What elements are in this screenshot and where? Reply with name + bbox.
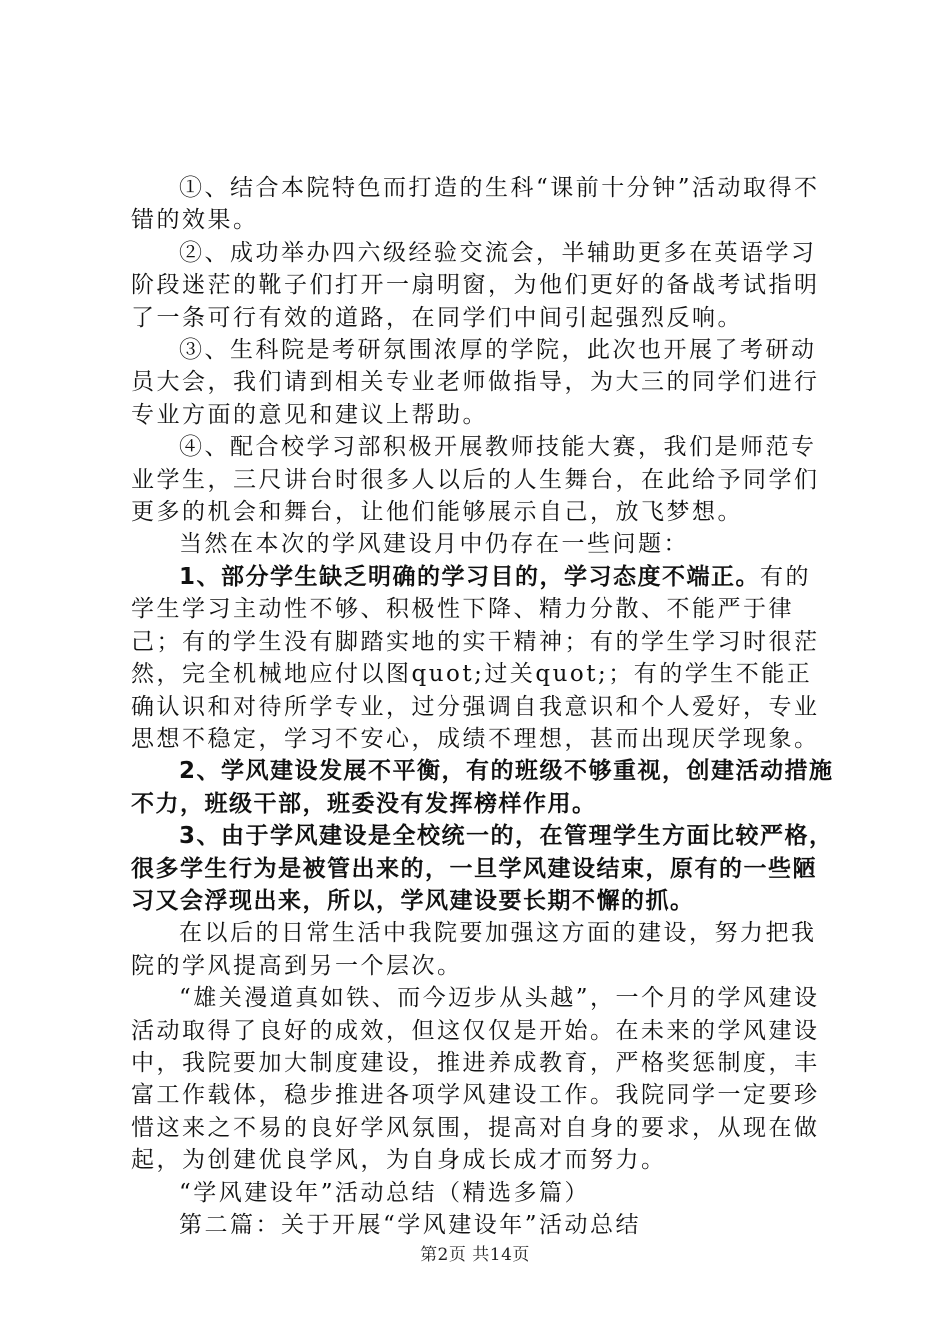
paragraph-bold-lead: 2、学风建设发展不平衡，有的班级不够重视，创建活动措施不力，班级干部，班委没有发挥榜样作用。 [131,758,834,817]
paragraph-11 [131,1177,836,1209]
paragraph-3 [131,334,836,431]
page-footer [0,1240,950,1265]
document-body [131,172,836,1241]
paragraph-text: 有的学生学习主动性不够、积极性下降、精力分散、不能严于律己；有的学生没有脚踏实地的实干精神；有的学生学习时很茫然，完全机械地应付以图quot;过关quot;；有的学生不能正确认识和对待所学专业，过分强调自我意识和个人爱好，专业思想不稳定，学习不安心，成绩不理想，甚而出现厌学现象。 [131,563,820,752]
paragraph-2 [131,237,836,334]
paragraph-bold-lead: 1、部分学生缺乏明确的学习目的，学习态度不端正。 [179,563,761,590]
paragraph-text: ④、配合校学习部积极开展教师技能大赛，我们是师范专业学生，三尺讲台时很多人以后的人生舞台，在此给予同学们更多的机会和舞台，让他们能够展示自己，放飞梦想。 [131,434,820,526]
paragraph-text: 在以后的日常生活中我院要加强这方面的建设，努力把我院的学风提高到另一个层次。 [131,920,817,979]
paragraph-text: 第二篇：关于开展“学风建设年”活动总结 [179,1212,642,1238]
paragraph-10 [131,982,836,1176]
paragraph-text: ③、生科院是考研氛围浓厚的学院，此次也开展了考研动员大会，我们请到相关专业老师做指导，为大三的同学们进行专业方面的意见和建议上帮助。 [131,337,820,428]
paragraph-5 [131,528,836,560]
paragraph-7 [131,755,836,820]
paragraph-text: “学风建设年”活动总结（精选多篇） [179,1179,591,1206]
paragraph-6 [131,561,836,755]
page-number: 第2页 共14页 [420,1245,530,1265]
paragraph-text: “雄关漫道真如铁、而今迈步从头越”，一个月的学风建设活动取得了良好的成效，但这仅仅是开始。在未来的学风建设中，我院要加大制度建设，推进养成教育，严格奖惩制度，丰富工作载体，稳步推进各项学风建设工作。我院同学一定要珍惜这来之不易的良好学风氛围，提高对自身的要求，从现在做起，为创建优良学风，为自身成长成才而努力。 [131,985,820,1174]
paragraph-bold-lead: 3、由于学风建设是全校统一的，在管理学生方面比较严格，很多学生行为是被管出来的，一旦学风建设结束，原有的一些陋习又会浮现出来，所以，学风建设要长期不懈的抓。 [131,823,834,914]
paragraph-12 [131,1209,836,1241]
paragraph-1 [131,172,836,237]
paragraph-text: ①、结合本院特色而打造的生科“课前十分钟”活动取得不错的效果。 [131,175,820,234]
paragraph-text: ②、成功举办四六级经验交流会，半辅助更多在英语学习阶段迷茫的靴子们打开一扇明窗，为他们更好的备战考试指明了一条可行有效的道路，在同学们中间引起强烈反响。 [131,239,820,331]
paragraph-text: 当然在本次的学风建设月中仍存在一些问题： [179,531,689,558]
paragraph-4 [131,431,836,528]
paragraph-9 [131,917,836,982]
paragraph-8 [131,820,836,917]
